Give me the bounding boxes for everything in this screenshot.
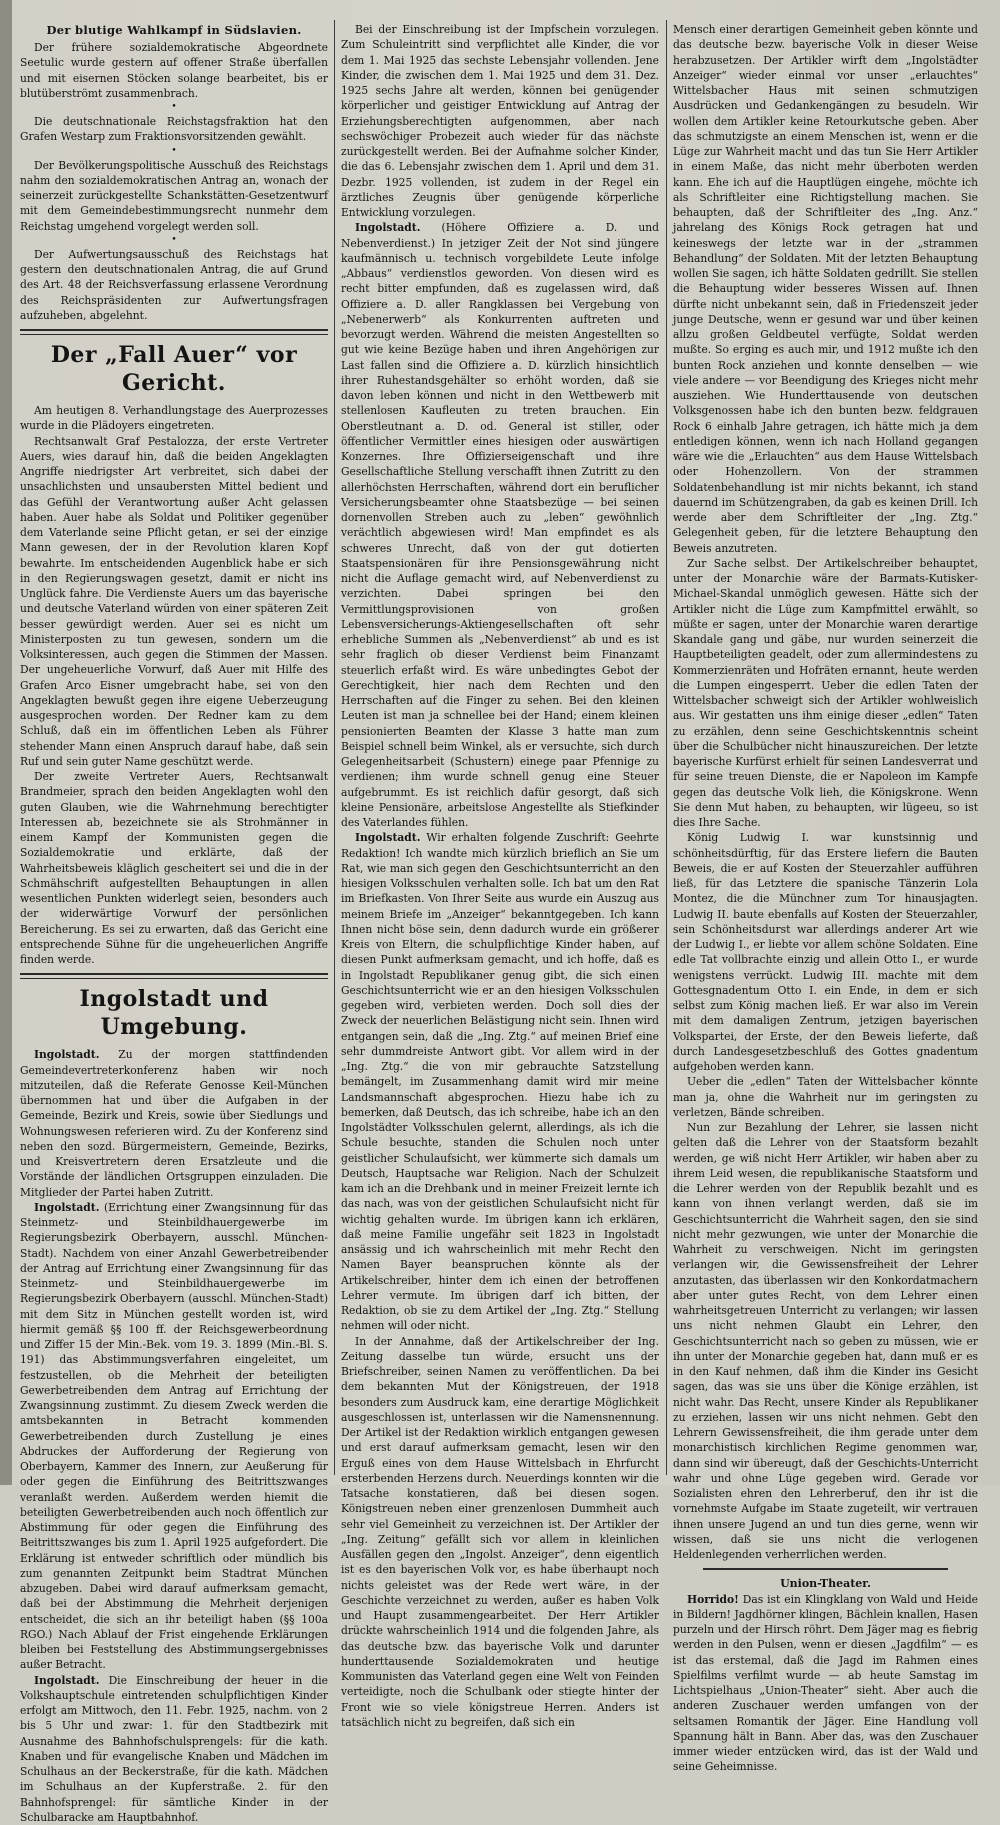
local-item-zuschrift (341, 830, 659, 1333)
article-continuation: Mensch einer derartigen Gemeinheit geben könnte und das deutsche bezw. bayerische Volk in dieser Weise herabzusetzen. Der Artikler wirft dem „Ingolstädter Anzeiger“ wieder einmal vor unser „erlauchtes“ Wittelsbacher Haus mit seinen schmutzigen Ausdrücken und Gedankengängen zu besudeln. Wir wollen dem Artikler keine Retourkutsche geben. Aber das schmutzigste an einem Menschen ist, wenn er die Lüge zur Wahrheit macht und das tun Sie Herr Artikler in einem Maße, das nicht mehr überboten werden kann. Ehe ich auf die Hauptlügen eingehe, möchte ich als Schriftleiter eine Richtigstellung machen. Sie behaupten, daß der Schriftleiter des „Ing. Anz.“ jahrelang des Königs Rock getragen hat und keineswegs der letzte war in der „strammen Behandlung“ der Soldaten. Mit der letzten Behauptung wollen Sie sagen, ich hätte Soldaten gedrillt. Sie stellen die Behauptung wider besseres Wissen auf. Ihnen dürfte nicht unbekannt sein, daß in Friedenszeit jeder junge Deutsche, wenn er gesund war und über keinen allzu großen Geldbeutel verfügte, Soldat werden mußte. So erging es auch mir, und 1912 mußte ich den bunten Rock anziehen und konnte denselben — wie viele andere — vor Beendigung des Krieges nicht mehr ausziehen. Wie Hunderttausende von deutschen Volksgenossen habe ich den bunten bezw. feldgrauen Rock 6 einhalb Jahre getragen, ich hätte mich ja dem entledigen können, wenn ich nach Holland gegangen wäre wie die „Erlauchten“ aus dem Hause Wittelsbach oder Hohenzollern. Von der strammen Soldatenbehandlung ist mir nichts bekannt, ich stand dauernd im Schützengraben, da gab es keinen Drill. Ich werde aber dem Schriftleiter der „Ing. Ztg.“ Gelegenheit geben, für die letztere Behauptung den Beweis anzutreten. (673, 22, 978, 556)
headline-fall-auer: Der „Fall Auer“ vor Gericht. (20, 341, 328, 397)
article-text: Das ist ein Klingklang von Wald und Heide in Bildern! Jagdhörner klingen, Bächlein knallen, Hasen purzeln und der Hirsch röhrt. Dem Jäger mag es fiebrig werden in den Pulsen, wenn er diesen „Jagdfilm“ — es ist das erstemal, daß die Jagd im Rahmen eines Spielfilms verfilmt wurde — ab heute Samstag im Lichtspielhaus „Union-Theater“ sieht. Aber auch die anderen Zuschauer werden umfangen von der seltsamen Romantik der Jäger. Eine Handlung voll Spannung hält in Bann. Aber das, was den Zuschauer immer wieder entzücken wird, das ist der Wald und seine Geheimnisse. (673, 1593, 978, 1774)
news-item-ausschuss: Der Bevölkerungspolitische Ausschuß des Reichstags nahm den sozialdemokratischen Antrag an, wonach der seinerzeit zurückgestellte Schankstätten-Gesetzentwurf mit dem Gemeindebestimmungsrecht nunmehr dem Reichstag umgehend vorgelegt werden soll. (20, 158, 328, 234)
separator-stars: • (20, 146, 328, 157)
page-binding-edge (0, 0, 12, 1485)
local-item-text: Zu der morgen stattfindenden Gemeindevertreterkonferenz haben wir noch mitzuteilen, daß die Referate Genosse Keil-München übernommen hat und über die Aufgaben in der Gemeinde, Bezirk und Kreis, sowie über Siedlungs und Wohnungswesen referieren wird. Zu der Konferenz sind neben den sozd. Bürgermeistern, Gemeinde, Bezirks, und Kreisvertretern deren Ersatzleute und die Vorstände der ländlichen Ortsgruppen einzuladen. Die Mitglieder der Partei haben Zutritt. (20, 1048, 328, 1198)
article-auer-p1: Am heutigen 8. Verhandlungstage des Auerprozesses wurde in die Plädoyers eingetreten. (20, 403, 328, 434)
headline-wahlkampf: Der blutige Wahlkampf in Südslavien. (20, 22, 328, 38)
article-horrido (673, 1592, 978, 1775)
column-2 (341, 22, 659, 1475)
local-item-lead: Ingolstadt. (34, 1048, 99, 1061)
local-item-konferenz (20, 1047, 328, 1200)
article-impfschein: Bei der Einschreibung ist der Impfschein vorzulegen. Zum Schuleintritt sind verpflichtet alle Kinder, die vor dem 1. Mai 1925 das sechste Lebensjahr vollenden. Jene Kinder, die zwischen dem 1. Mai 1925 und dem 31. Dez. 1925 sechs Jahre alt werden, können bei genügender körperlicher und geistiger Entwicklung auf Antrag der Erziehungsberechtigten aufgenommen, aber nach sechswöchiger Probezeit auch wieder für das nächste zurückgestellt werden. Bei der Aufnahme solcher Kinder, die das 6. Lebensjahr zwischen dem 1. April und dem 31. Dezbr. 1925 vollenden, ist zudem in der Regel ein ärztliches Zeugnis über genügende körperliche Entwicklung vorzulegen. (341, 22, 659, 220)
local-item-zwangsinnung (20, 1200, 328, 1673)
column-divider (334, 20, 335, 1475)
article-auer-p3: Der zweite Vertreter Auers, Rechtsanwalt Brandmeier, sprach den beiden Angeklagten wohl den guten Glauben, wie die Wahrnehmung berechtigter Interessen ab, bezeichnete sie als Strohmänner in einem Kampf der Kommunisten gegen die Sozialdemokratie und erklärte, daß der Wahrheitsbeweis kläglich gescheitert sei und die in der Schmähschrift aufgestellten Behauptungen in allen wesentlichen Punkten widerlegt seien, besonders auch der widerwärtige Vorwurf der persönlichen Bereicherung. Es sei zu erwarten, daß das Gericht eine entsprechende Sühne für die ungeheuerlichen Angriffe finden werde. (20, 769, 328, 967)
section-rule (703, 1568, 948, 1570)
article-auer-p2: Rechtsanwalt Graf Pestalozza, der erste Vertreter Auers, wies darauf hin, daß die beiden Angeklagten Angriffe niedrigster Art verbreitet, sich dabei der unsachlichsten und unsaubersten Mittel bedient und das Gefühl der Verantwortung außer Acht gelassen haben. Auer habe als Soldat und Politiker gegenüber dem Vaterlande seine Pflicht getan, er sei der einzige Mann gewesen, der in der Revolution klaren Kopf bewahrte. Im entscheidenden Augenblick habe er sich in den Regierungswagen gesetzt, damit er nicht ins Unglück fahre. Die Verdienste Auers um das bayerische und deutsche Vaterland würden von einer späteren Zeit besser gewürdigt werden. Auer sei es nicht um Ministerposten zu tun gewesen, sondern um die Volksinteressen, auch gegen die Stimmen der Massen. Der ungeheuerliche Vorwurf, daß Auer mit Hilfe des Grafen Arco Eisner umgebracht habe, sei von den Angeklagten bewußt gegen ihre eigene Ueberzeugung ausgesprochen worden. Der Redner kam zu dem Schluß, daß ein im öffentlichen Leben als Führer stehender Mann einen Anspruch darauf habe, daß sein Ruf und sein guter Name geschützt werde. (20, 434, 328, 770)
article-wahlkampf: Der frühere sozialdemokratische Abgeordnete Seetulic wurde gestern auf offener Straße überfallen und mit eisernen Stöcken solange bearbeitet, bis er blutüberströmt zusammenbrach. (20, 40, 328, 101)
local-item-offiziere (341, 220, 659, 830)
article-edle-taten: Ueber die „edlen“ Taten der Wittelsbacher könnte man ja, ohne die Wahrheit nur im geringsten zu verletzen, Bände schreiben. (673, 1074, 978, 1120)
column-3 (673, 22, 978, 1475)
local-item-einschreibung (20, 1673, 328, 1825)
article-annahme: In der Annahme, daß der Artikelschreiber der Ing. Zeitung dasselbe tun würde, ersucht uns der Briefschreiber, seinen Namen zu veröffentlichen. Da bei dem bekannten Mut der Königstreuen, der 1918 besonders zum Ausdruck kam, eine derartige Möglichkeit ausgeschlossen ist, unterlassen wir die Namensnennung. Der Artikel ist der Redaktion wirklich entgangen gewesen und erst darauf aufmerksam gemacht, lesen wir den Erguß eines von dem Hause Wittelsbach in Ehrfurcht ersterbenden Herzens durch. Neuerdings konnten wir die Tatsache konstatieren, daß bei diesen sogen. Königstreuen neben einer grenzenlosen Dummheit auch sehr viel Gemeinheit zu verzeichnen ist. Der Artikler der „Ing. Zeitung“ gefällt sich vor allem in kleinlichen Ausfällen gegen den „Ingolst. Anzeiger“, denn eigentlich ist es den bayerischen Volk vor, es habe überhaupt noch nichts geleistet was der Rede wert wäre, in der Geschichte verzeichnet zu werden, außer es haben Volk und Haupt zusammengearbeitet. Der Herr Artikler drückte wahrscheinlich 1914 und die folgenden Jahre, als das deutsche bzw. das bayerische Volk und darunter hunderttausende Sozialdemokraten und heutige Kommunisten das Vaterland gegen eine Welt von Feinden verteidigte, noch die Schulbank oder stiegte hinter der Front wie so viele königstreue Herren. Anders ist tatsächlich nicht zu begreifen, daß sich ein (341, 1334, 659, 1731)
local-item-lead: Ingolstadt. (34, 1201, 99, 1214)
local-item-lead: Ingolstadt. (34, 1674, 99, 1687)
local-item-text: Die Einschreibung der heuer in die Volkshauptschule eintretenden schulpflichtigen Kinder erfolgt am Mittwoch, den 11. Febr. 1925, nachm. von 2 bis 5 Uhr und zwar: 1. für den Stadtbezirk mit Ausnahme des Bahnhofschulsprengels: für die kath. Knaben und für evangelische Knaben und Mädchen im Schulhaus an der Beckerstraße, für die kath. Mädchen im Schulhaus an der Kupferstraße. 2. für den Bahnhofsprengel: für sämtliche Kinder in der Schulbaracke am Hauptbahnhof. (20, 1674, 328, 1824)
column-divider (666, 20, 667, 1475)
local-item-lead: Ingolstadt. (355, 221, 420, 234)
article-koenig-ludwig: König Ludwig I. war kunstsinnig und schönheitsdürftig, für das Erstere liefern die Bauten Beweis, die er auf Kosten der Steuerzahler aufführen ließ, für das Letztere die spanische Tänzerin Lola Montez, die die Münchner zum Tor hinausjagten. Ludwig II. baute ebenfalls auf Kosten der Steuerzahler, sein Schönheitsdurst war allerdings anderer Art wie der Ludwig I., er liebte vor allem schöne Soldaten. Eine edle Tat vollbrachte einzig und allein Otto I., er wurde wenigstens verrückt. Ludwig III. machte mit dem Gottesgnadentum Otto I. ein Ende, in dem er sich selbst zum König machen ließ. Er war also im Verein mit dem damaligen Zentrum, jetzigen bayerischen Volkspartei, der Erste, der den Beweis lieferte, daß durch Landesgesetzbeschluß des Gottes gnadentum aufgehoben werden kann. (673, 830, 978, 1074)
news-item-aufwertung: Der Aufwertungsausschuß des Reichstags hat gestern den deutschnationalen Antrag, die auf Grund des Art. 48 der Reichsverfassung erlassene Verordnung des Reichspräsidenten zur Aufwertungsfragen aufzuheben, abgelehnt. (20, 247, 328, 323)
headline-union-theater: Union-Theater. (673, 1576, 978, 1591)
local-item-lead: Ingolstadt. (355, 831, 420, 844)
news-item-westarp: Die deutschnationale Reichstagsfraktion hat den Grafen Westarp zum Fraktionsvorsitzenden gewählt. (20, 114, 328, 145)
separator-stars: • (20, 102, 328, 113)
section-rule (20, 973, 328, 979)
local-item-text: (Höhere Offiziere a. D. und Nebenverdienst.) In jetziger Zeit der Not sind jüngere kaufmännisch u. technisch vorgebildete Leute infolge „Abbaus“ verdienstlos geworden. Von diesen wird es recht bitter empfunden, daß es zugelassen wird, daß Offiziere a. D. aller Rangklassen bei Vergebung von „Nebenerwerb“ als Konkurrenten auftreten und bevorzugt werden. Während die meisten Angestellten so gut wie keine Bezüge haben und ihren Angehörigen zur Last fallen sind die Offiziere a. D. kürzlich hinsichtlich ihrer Ruhestandsgehälter so erhöht worden, daß sie davon leben können und nicht in den Wettbewerb mit stellenlosen Kaufleuten zu treten brauchen. Ein Oberstleutnant a. D. od. General ist stiller, oder öffentlicher Vermittler eines hiesigen oder auswärtigen Konzernes. Ihre Offizierseigenschaft und ihre Gesellschaftliche Stellung verschafft ihnen Zutritt zu den allerhöchsten Herrschaften, während dort ein beruflicher Versicherungsbeamter ohne Staatsbezüge — bei seinen dornenvollen Streben auch zu „leben“ gewöhnlich verächtlich abgewiesen wird! Man empfindet es als schweres Unrecht, daß von der gut dotierten Staatspensionären für ihre Pensionsgewährung nicht nicht die Auflage gemacht wird, auf Nebenverdienst zu verzichten. Dabei springen bei den Vermittlungsprovisionen von großen Lebensversicherungs-Aktiengesellschaften oft sehr erhebliche Summen als „Nebenverdienst“ ab und es ist sehr fraglich ob dieser Verdienst beim Finanzamt steuerlich erfaßt wird. Es wäre unbedingtes Gebot der Gerechtigkeit, hier nach dem Rechten und den Herrschaften auf die Finger zu sehen. Bei den kleinen Leuten ist man ja schnellee bei der Hand; einem kleinen pensionierten Beamten der Klasse 3 hatte man zum Beispiel schnell beim Winkel, als er versuchte, sich durch Gelegenheitsarbeit (Schustern) einege paar Pfennige zu verdienen; ihm wurde schnell genug eine Steuer aufgebrummt. Es ist reichlich dafür gesorgt, daß sich kleine Pensionäre, arbeitslose Angestellte als Stiefkinder des Vaterlandes fühlen. (341, 221, 659, 829)
section-rule (20, 329, 328, 335)
local-item-text: (Errichtung einer Zwangsinnung für das Steinmetz- und Steinbildhauergewerbe im Regierungsbezirk Oberbayern, ausschl. München-Stadt). Nachdem von einer Anzahl Gewerbetreibender der Antrag auf Errichtung einer Zwangsinnung für das Steinmetz- und Steinbildhauergewerbe im Regierungsbezirk Oberbayern (ausschl. München-Stadt) mit dem Sitz in München gestellt worden ist, wird hiermit gemäß §§ 100 ff. der Reichsgewerbeordnung und Ziffer 15 der Min.-Bek. vom 19. 3. 1899 (Min.-Bl. S. 191) das Abstimmungsverfahren eingeleitet, um festzustellen, ob die Mehrheit der beteiligten Gewerbetreibenden dem Antrag auf Errichtung der Zwangsinnung zustimmt. Zu diesem Zweck werden die amtsbekannten in Betracht kommenden Gewerbetreibenden durch Zustellung je eines Abdruckes der Aufforderung der Regierung von Oberbayern, Kammer des Innern, zur Aeußerung für oder gegen die Einführung des Beitrittszwanges veranlaßt werden. Außerdem werden hiemit die beteiligten Gewerbetreibenden auch noch öffentlich zur Abstimmung für oder gegen die Einführung des Beitrittszwanges bis zum 1. April 1925 aufgefordert. Die Erklärung ist entweder schriftlich oder mündlich bis zum genannten Zeitpunkt beim Stadtrat München abzugeben. Dabei wird darauf aufmerksam gemacht, daß bei der Abstimmung die Mehrheit derjenigen entscheidet, die sich an ihr beteiligt haben (§§ 100a RGO.) Nach Ablauf der Frist eingehende Erklärungen bleiben bei Feststellung des Abstimmungsergebnisses außer Betracht. (20, 1201, 328, 1672)
column-1 (20, 22, 328, 1475)
article-lead: Horrido! (687, 1593, 739, 1606)
headline-ingolstadt: Ingolstadt und Umgebung. (20, 985, 328, 1041)
article-lehrer: Nun zur Bezahlung der Lehrer, sie lassen nicht gelten daß die Lehrer von der Staatsform bezahlt werden, ge wiß nicht Herr Artikler, wir haben aber zu ihrem Leid wesen, die republikanische Staatsform und die Lehrer werden von der Republik bezahlt und es kann von ihnen verlangt werden, daß sie im Geschichtsunterricht die Wahrheit sagen, den sie sind nicht mehr gezwungen, wie unter der Monarchie die Wahrheit zu verschweigen. Nicht im geringsten verlangen wir, die Gewissensfreiheit der Lehrer anzutasten, das überlassen wir den Konkordatmachern aber unter gutes Recht, von dem Lehrer einen wahrheitsgetreuen Unterricht zu verlangen; wir lassen uns nicht nehmen Glaubt ein Lehrer, den Geschichtsunterricht nach so geben zu müssen, wie er ihn unter der Monarchie gegeben hat, dann muß er es in den Kauf nehmen, daß ihm die Kinder ins Gesicht sagen, das was sie uns über die Könige erzählen, ist nicht wahr. Das Recht, unsere Kinder als Republikaner zu erziehen, lassen wir uns nicht nehmen. Gebt den Lehrern Gewissensfreiheit, die ihm gerade unter dem monarchistisch kirchlichen Regime genommen war, dann sind wir übereugt, daß der Geschichts-Unterricht wahr und ohne Lüge gegeben wird. Gerade vor Sozialisten ehren den Lehrerberuf, den ihr ist die vornehmste Aufgabe im Staate zugeteilt, wir vertrauen ihnen unsere Jugend an und tun dies gerne, wenn wir wissen, daß sie uns nicht die verlogenen Heldenlegenden verherrlichen werden. (673, 1120, 978, 1562)
local-item-text: Wir erhalten folgende Zuschrift: Geehrte Redaktion! Ich wandte mich kürzlich brieflich an Sie um Rat, wie man sich gegen den Geschichtsunterricht an den hiesigen Volksschulen verhalten solle. Ich bat um den Rat im Briefkasten. Von Ihrer Seite aus wurde ein Auszug aus meinem Briefe im „Anzeiger“ bekanntgegeben. Ich kann Ihnen nicht böse sein, denn dadurch wurde ein größerer Kreis von Eltern, die schulpflichtige Kinder haben, auf diesen Punkt aufmerksam gemacht, und ich hoffe, daß es in Ingolstadt Republikaner genug gibt, die sich einen Geschichtsunterricht wie er an den hiesigen Volksschulen gegeben wird, verbieten werden. Doch soll dies der Zweck der neuerlichen Belästigung nicht sein. Ihnen wird entgangen sein, daß die „Ing. Ztg.“ auf meinen Brief eine sehr dummdreiste Antwort gibt. Vor allem wird in der „Ing. Ztg.“ die von mir gebrauchte Satzstellung bemängelt, im Zusammenhang damit wird mir meine Landsmannschaft abgesprochen. Hiezu habe ich zu bemerken, daß Deutsch, das ich schreibe, habe ich an den Ingolstädter Volksschulen gelernt, allerdings, als ich die Schule besuchte, standen die Schulen noch unter geistlicher Schulaufsicht, wer kümmerte sich damals um Deutsch, Hauptsache war Religion. Nach der Schulzeit kam ich an die Drehbank und in meiner Freizeit lernte ich das nach, was von der geistlichen Schulaufsicht nicht für wichtig gehalten wurde. Im übrigen kann ich erklären, daß meine Familie ungefähr seit 1823 in Ingolstadt ansässig und ich wahrscheinlich mit mehr Recht den Namen Bayer beanspruchen könnte als der Artikelschreiber, hinter dem ich einen der betroffenen Lehrer vermute. Im übrigen darf ich bitten, der Redaktion, ob sie zu dem Artikel der „Ing. Ztg.“ Stellung nehmen will oder nicht. (341, 831, 659, 1332)
article-zur-sache: Zur Sache selbst. Der Artikelschreiber behauptet, unter der Monarchie wäre der Barmats-Kutisker-Michael-Skandal unmöglich gewesen. Hätte sich der Artikler nicht die Lüge zum Kampfmittel erwählt, so müßte er sagen, unter der Monarchie waren derartige Skandale gang und gäbe, nur wurden seinerzeit die Hauptbeteiligten geadelt, oder zum allermindestens zu Kommerzienräten und Hofräten ernannt, heute werden die Lumpen eingesperrt. Ueber die edlen Taten der Wittelsbacher schweigt sich der Artikler wohlweislich aus. Wir gestatten uns ihm einige dieser „edlen“ Taten zu erzählen, denn seine Geschichtskenntnis scheint über die Schulbücher nicht hinauszureichen. Der letzte bayerische Kurfürst erhielt für seinen Landesverrat und für seine treuen Dienste, die er Napoleon im Kampfe gegen das deutsche Volk lieh, die Königskrone. Wenn Sie denn Mut haben, zu behaupten, wir lügeeu, so ist dies Ihre Sache. (673, 556, 978, 831)
separator-stars: • (20, 235, 328, 246)
